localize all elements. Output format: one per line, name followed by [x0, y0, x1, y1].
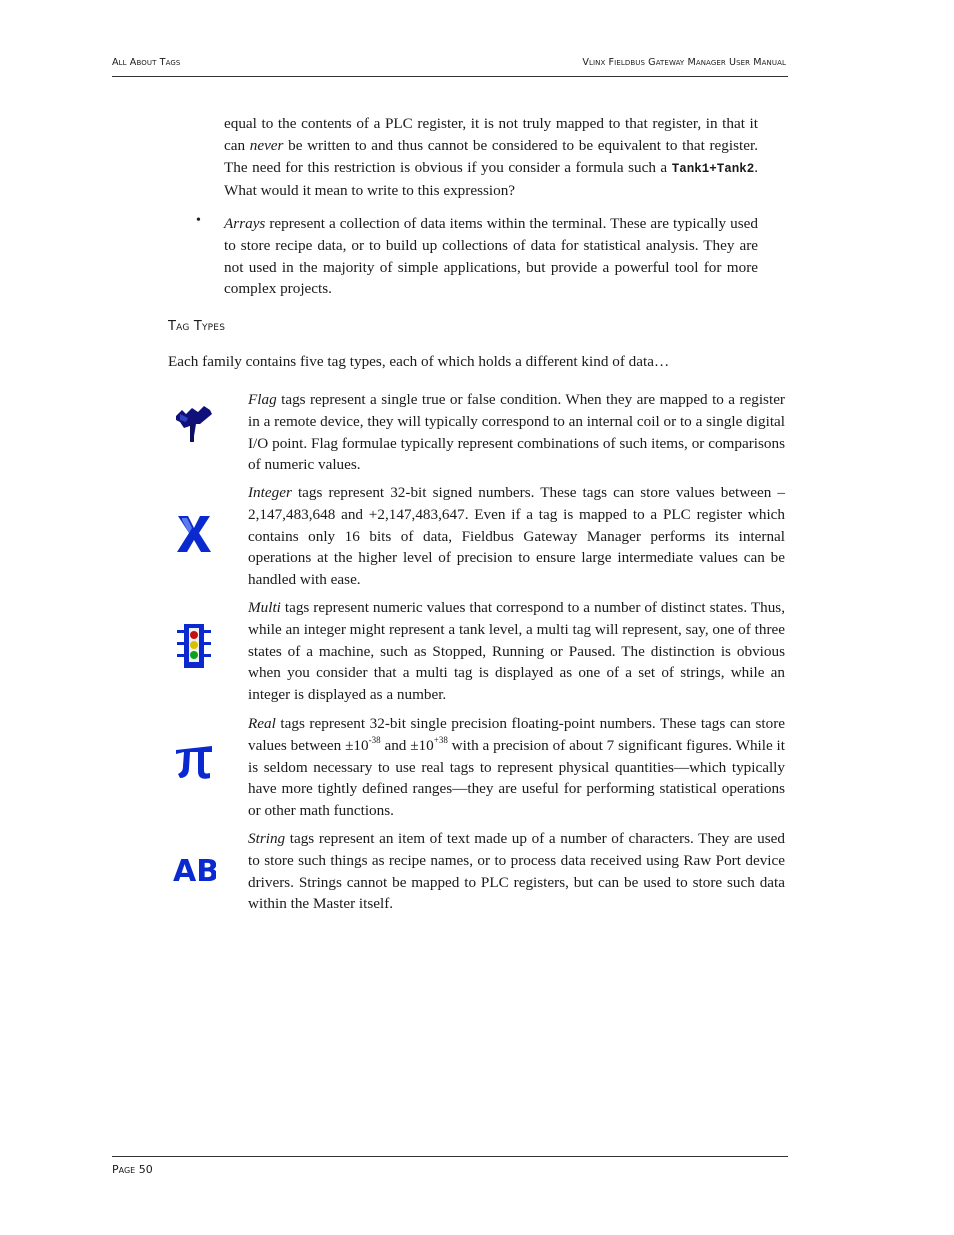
tag-real-description: Real tags represent 32-bit single precision floating-point numbers. These tags can store values between $\pm 10^{-38}$ and $\pm 10^{+38}$ with a precision of about 7 significant figures. While it is seldom necessary to use real tags to represent physical quantities—which typically have more tightly defined ranges—they are useful for performing statistical operations or other math functions.	[248, 715, 785, 820]
traffic-light-icon	[172, 622, 216, 668]
pi-icon	[172, 740, 216, 786]
tag-name-flag: Flag	[248, 391, 277, 408]
ab-string-icon	[172, 846, 216, 892]
header-manual-title: Vlinx Fieldbus Gateway Manager User Manual	[582, 57, 786, 68]
page-header	[112, 56, 788, 77]
tag-multi-description: Multi tags represent numeric values that correspond to a number of distinct states. Thus, while an integer might represent a tank level, a multi tag will represent, say, one of three states of a machine, such as Stopped, Running or Paused. The distinction is obvious when you consider that a multi tag is displayed as one of a set of strings, while an integer is displayed as a number.	[248, 599, 785, 704]
page-footer	[112, 1156, 788, 1176]
tag-flag-description: Flag tags represent a single true or false condition. When they are mapped to a register in a remote device, they will typically correspond to an internal coil or to a single digital I/O point. Flag formulae typically represent combinations of such items, or comparisons of numeric values.	[248, 391, 785, 474]
bullet-marker: •	[196, 213, 201, 228]
section-title: Tag Types	[168, 319, 226, 334]
tag-name-real: Real	[248, 715, 276, 732]
tag-name-multi: Multi	[248, 599, 281, 616]
section-intro: Each family contains five tag types, each of which holds a different kind of data…	[168, 353, 670, 370]
tag-string-description: String tags represent an item of text made up of a number of characters. They are used to store such things as recipe names, or to process data received using Raw Port device drivers. Strings cannot be mapped to PLC registers, but can be used to store such data within the Master itself.	[248, 830, 785, 913]
intro-paragraph: equal to the contents of a PLC register, it is not truly mapped to that register, in that it can never be written to and thus cannot be considered to be equivalent to that register. The need for this restriction is obvious if you consider a formula such a Tank1+Tank2. What would it mean to write to this expression?	[224, 115, 759, 200]
tag-name-string: String	[248, 830, 286, 847]
header-chapter-title: All About Tags	[112, 57, 181, 68]
tag-name-integer: Integer	[248, 484, 292, 501]
page-number: Page 50	[112, 1163, 153, 1176]
code-expression: Tank1+Tank2	[671, 161, 755, 176]
arrays-term: Arrays	[224, 215, 266, 232]
arrays-paragraph: Arrays represent a collection of data items within the terminal. These are typically used to store recipe data, or to build up collections of data for statistical analysis. They are not used in the majority of simple applications, but provide a powerful tool for more complex projects.	[224, 215, 758, 298]
tag-integer-description: Integer tags represent 32-bit signed numbers. These tags can store values between –2,147,483,648 and +2,147,483,647. Even if a tag is mapped to a PLC register which contains only 16 bits of data, Fieldbus Gateway Manager performs its internal operations at the higher level of precision to ensure large intermediate values can be handled with ease.	[248, 484, 785, 589]
flag-icon	[172, 404, 216, 450]
emphasis-never: never	[249, 136, 284, 154]
integer-x-icon	[172, 512, 216, 558]
svg-text:AB: AB	[173, 854, 216, 889]
